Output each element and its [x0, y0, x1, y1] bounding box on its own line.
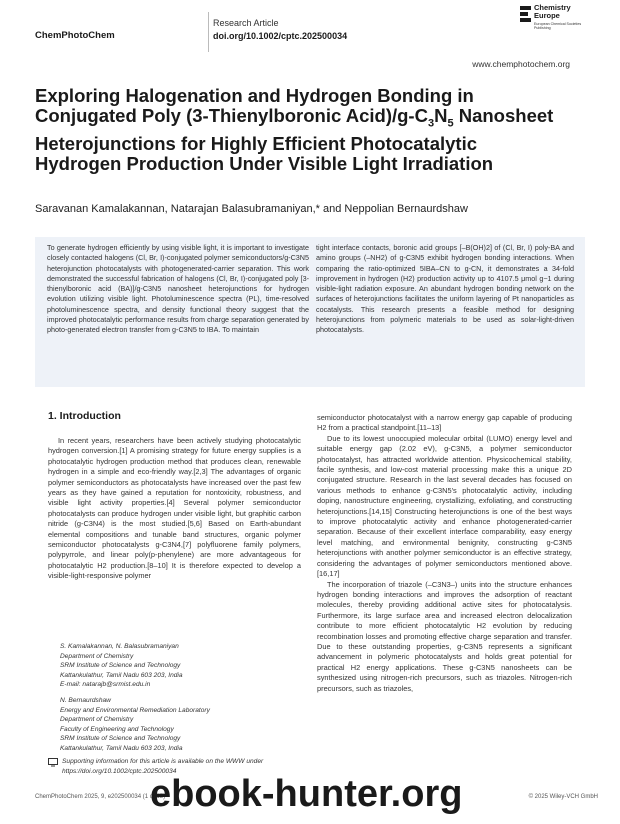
chemistry-europe-mark-icon	[520, 6, 531, 22]
intro-paragraph-2: Due to its lowest unoccupied molecular orbital (LUMO) energy level and suitable energy gap (2.02 eV), g-C3N5, a polymer semiconductor photocatalyst, has attracted worldwide attention. Physicochemical stability, facile synthesis, and low-cost material processing make this a unique 2D conjugated structure. Research in the last several decades has focused on various methods to enhance g-C3N5's photocatalytic activity, including doping, nanostructure engineering, crystallizing, exfoliating, and constructing heterojunctions.[14,15] Constructing heterojunctions is one of the best ways to improve photocatalytic activity and enhance photogenerated-carrier separation. Because of their excellent interface comparability, easy energy level matching, and environmental benignity, constructing g-C3N5 heterojunctions with another polymer semiconductor is an effective strategy, considering the advantages of polymer semiconductors mentioned above.[16,17]	[317, 433, 572, 579]
intro-paragraph-1: In recent years, researchers have been actively studying photocatalytic hydrogen conversion.[1] A promising strategy for future energy supplies is a photocatalytic hydrogen production method that produces clean, renewable hydrogen in a simple and eco-friendly way.[2,3] The advantages of organic polymer semiconductors as photocatalysts have increased over the past few years as they have gained a reputation for nontoxicity, robustness, and visible light activity properties.[4] Several polymer semiconductor photocatalysts can produce hydrogen under visible light, but graphitic carbon nitride (g-C3N4) is the most studied.[5,6] Based on Earth-abundant elemental compositions and tunable band structures, organic polymer semiconductor photocatalysts g-C3N4,[7] polyfluorene family polymers, polypyrrole, and linear poly(p-phenylene) are more advantageous for photocatalytic H2 production.[8–10] It is therefore expected to develop a visible-light-responsive polymer	[48, 436, 301, 581]
affiliation-lab-2: Energy and Environmental Remediation Laboratory	[60, 706, 210, 714]
section-heading-introduction: 1. Introduction	[48, 410, 121, 422]
footer-copyright: © 2025 Wiley-VCH GmbH	[528, 794, 598, 800]
logo-subtitle: European Chemical Societies Publishing	[534, 22, 582, 31]
affiliation-addr-1: Kattankulathur, Tamil Nadu 603 203, India	[60, 671, 183, 679]
watermark-text: ebook-hunter.org	[150, 773, 463, 815]
intro-paragraph-3: The incorporation of triazole (–C3N3–) units into the structure enhances hydrogen bonding interactions and improves the adsorption of reactant molecules, thereby providing additional active sites for photocatalysis. Furthermore, its large surface area and increased electron delocalization contribute to more efficient photocatalytic H2 evolution by reducing recombination losses and promoting effective charge separation and transfer. Due to these outstanding properties, g-C3N5 represents a significant advancement in polymeric photocatalysts and holds great potential for practical H2 energy applications. These g-C3N5 nanosheets can be synthesized using nitrogen-rich precursors, such as triazoles. Nitrogen-rich precursors, such as triazoles,	[317, 579, 572, 693]
affiliation-inst-1: SRM Institute of Science and Technology	[60, 662, 181, 670]
logo-line1: Chemistry	[534, 3, 571, 12]
body-left-column	[48, 436, 301, 582]
corresponding-email[interactable]: E-mail: natarajb@srmist.edu.in	[60, 681, 151, 689]
abstract-right-column: tight interface contacts, boronic acid groups [–B(OH)2] of (Cl, Br, I) poly-BA and amino groups (–NH2) of g-C3N5 exhibit hydrogen bonding interactions. When comparing the ratio-optimized 5IBA–CN to g-CN, it demonstrates a 34-fold improvement in hydrogen (H2) production activity up to 4107.5 μmol g−1 during visible-light radiation exposure. An abundant hydrogen bonding network on the surfaces of heterojunctions facilitates the uniform layering of Pt nanoparticles as cocatalysts. This research presents a feasible method for designing heterojunctions from polymeric materials to be used as solar-light-driven photocatalysts.	[316, 243, 574, 335]
author-list: Saravanan Kamalakannan, Natarajan Balasubramaniyan,* and Neppolian Bernaurdshaw	[35, 203, 468, 215]
logo-line2: Europe	[534, 11, 560, 20]
affiliations	[60, 642, 295, 754]
abstract-left-column: To generate hydrogen efficiently by using visible light, it is important to investigate closely contacted halogens (Cl, Br, I)-conjugated polymer semiconductors/g-C3N5 heterojunction photocatalysts with photogenerated-carrier separation. This work demonstrated the successful fabrication of halogens (Cl, Br, I)-conjugated poly [3-thienylboronic acid (BA)]/g-C3N5 nanosheet heterojunctions for hydrogen evolution utilizing visible light. Photoluminescence spectra (PL), time-resolved photoluminescence spectra, and density functional theory suggest that the improved photocatalytic performance results from charge separation generated by photo-generated electron transfer from g-C3N5 to IBA. To maintain	[47, 243, 309, 335]
affiliation-faculty-2: Faculty of Engineering and Technology	[60, 725, 174, 733]
header-divider	[208, 12, 209, 52]
chemistry-europe-logo	[520, 4, 582, 44]
journal-name: ChemPhotoChem	[35, 30, 115, 41]
article-type: Research Article	[213, 18, 279, 28]
supporting-info-text[interactable]: Supporting information for this article is available on the WWW under https://doi.org/10.1002/cptc.202500034	[62, 758, 264, 775]
affiliation-dept-1: Department of Chemistry	[60, 652, 134, 660]
body-right-column	[317, 413, 572, 694]
footer-citation: ChemPhotoChem 2025, 9, e202500034 (1 of 15)	[35, 794, 166, 800]
abstract-box	[35, 237, 585, 387]
doi-link[interactable]: doi.org/10.1002/cptc.202500034	[213, 31, 348, 41]
affiliation-addr-2: Kattankulathur, Tamil Nadu 603 203, India	[60, 744, 183, 752]
affiliation-names-1: S. Kamalakannan, N. Balasubramaniyan	[60, 643, 179, 650]
affiliation-inst-2: SRM Institute of Science and Technology	[60, 735, 181, 743]
article-title: Exploring Halogenation and Hydrogen Bonding in Conjugated Poly (3-Thienylboronic $Acid)/g-C_3N_5$ Nanosheet Heterojunctions for Highly Efficient Photocatalytic Hydrogen Production Under Visible Light Irradiation	[35, 85, 554, 174]
affiliation-names-2: N. Bernaurdshaw	[60, 696, 111, 704]
journal-website-link[interactable]: www.chemphotochem.org	[472, 59, 570, 69]
affiliation-dept-2: Department of Chemistry	[60, 716, 134, 724]
monitor-icon	[48, 758, 58, 767]
intro-paragraph-1-continued: semiconductor photocatalyst with a narrow energy gap capable of producing H2 from a practical standpoint.[11–13]	[317, 413, 572, 433]
